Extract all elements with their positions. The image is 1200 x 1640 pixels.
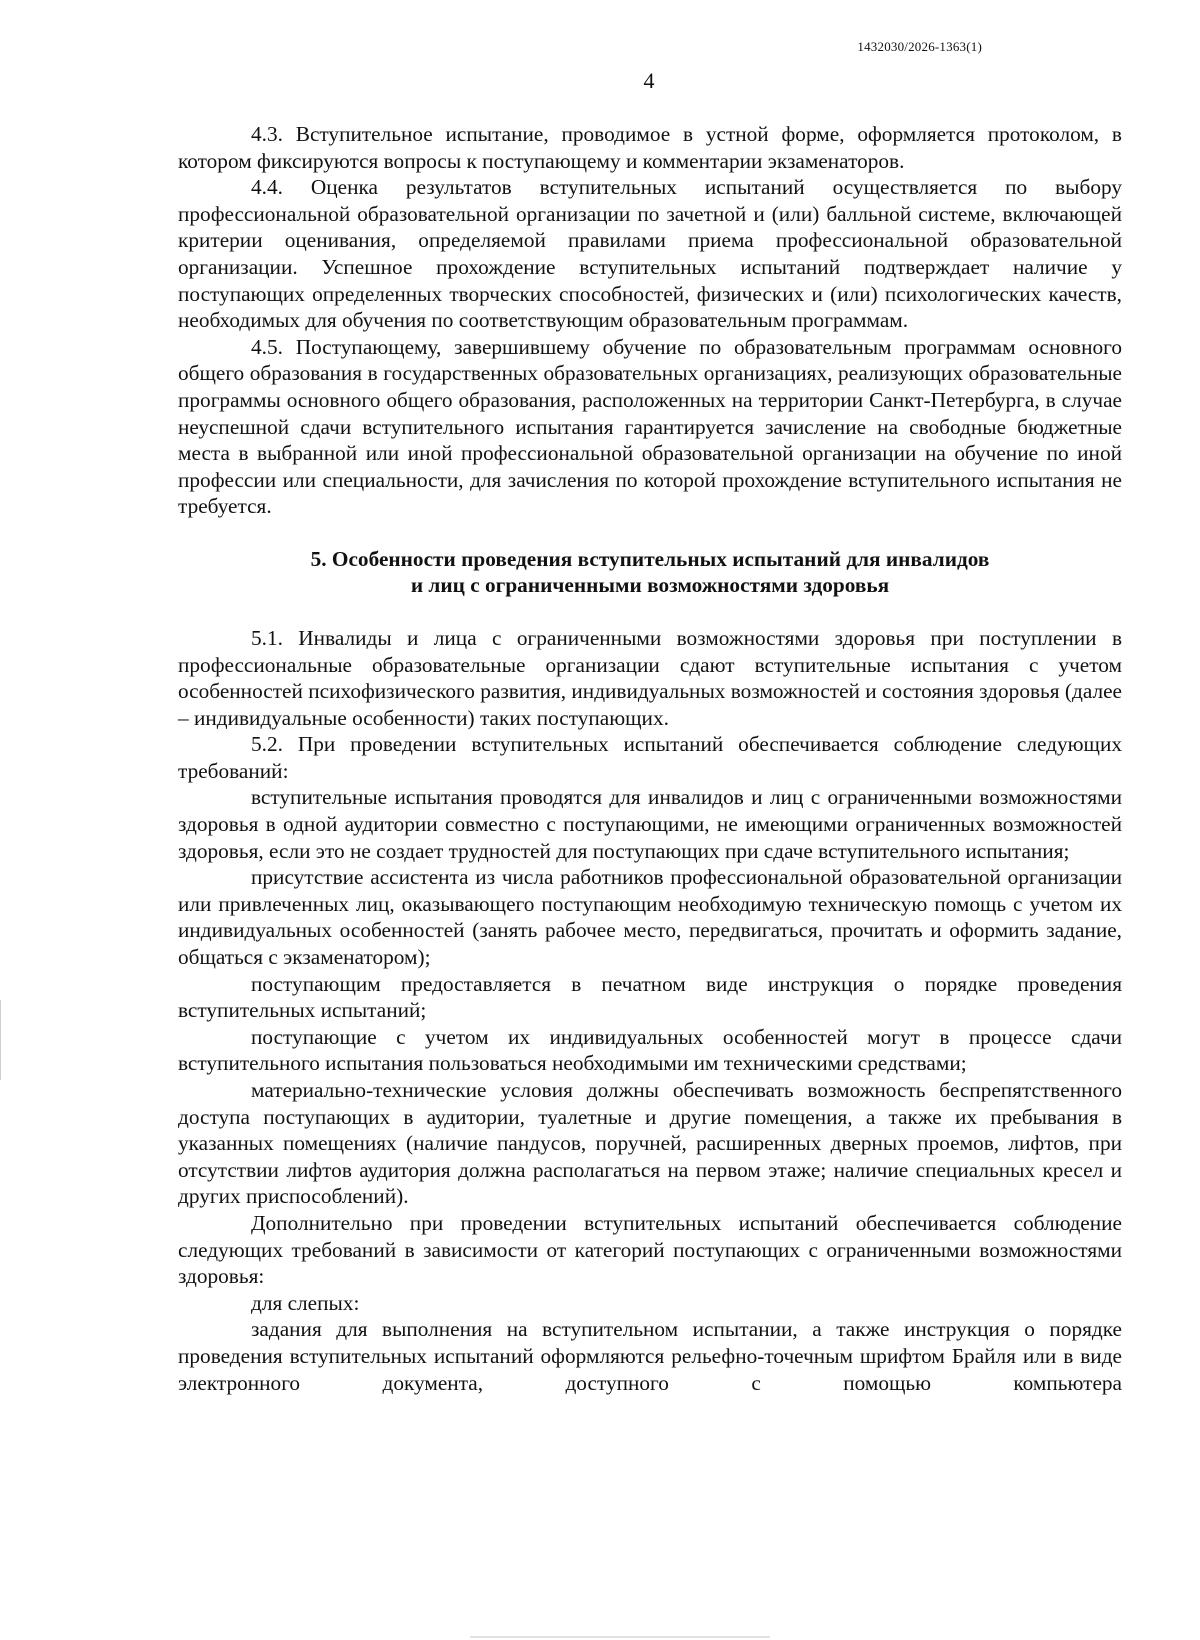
paragraph-5-2: 5.2. При проведении вступительных испытаний обеспечивается соблюдение следующих требований:	[178, 732, 1122, 783]
requirement-1: вступительные испытания проводятся для инвалидов и лиц с ограниченными возможностями здоровья в одной аудитории совместно с поступающими, не имеющими ограниченных возможностей здоровья, если это не создает трудностей для поступающих при сдаче вступительного испытания;	[178, 785, 1122, 863]
blind-category-label: для слепых:	[251, 1290, 360, 1315]
scan-margin-mark	[0, 1000, 1, 1080]
document-body	[178, 121, 1122, 1396]
page-number: 4	[643, 68, 655, 93]
section-5-heading-line-2: и лиц с ограниченными возможностями здоровья	[410, 572, 890, 597]
scan-footer-mark	[470, 1636, 770, 1638]
document-code: 1432030/2026-1363(1)	[857, 39, 982, 54]
requirement-5: материально-технические условия должны обеспечивать возможность беспрепятственного доступа поступающих в аудитории, туалетные и другие помещения, а также их пребывания в указанных помещениях (наличие пандусов, поручней, расширенных дверных проемов, лифтов, при отсутствии лифтов аудитория должна располагаться на первом этаже; наличие специальных кресел и других приспособлений).	[178, 1078, 1122, 1209]
blind-category-text: задания для выполнения на вступительном испытании, а также инструкция о порядке проведения вступительных испытаний оформляются рельефно-точечным шрифтом Брайля или в виде электронного документа, доступного с помощью компьютера	[178, 1317, 1122, 1395]
section-5-heading	[178, 546, 1122, 598]
section-5-heading-line-1: 5. Особенности проведения вступительных испытаний для инвалидов	[310, 546, 990, 571]
paragraph-4-3: 4.3. Вступительное испытание, проводимое в устной форме, оформляется протоколом, в котором фиксируются вопросы к поступающему и комментарии экзаменаторов.	[178, 122, 1122, 173]
paragraph-4-5: 4.5. Поступающему, завершившему обучение по образовательным программам основного общего образования в государственных образовательных организациях, реализующих образовательные программы основного общего образования, расположенных на территории Санкт-Петербурга, в случае неуспешной сдачи вступительного испытания гарантируется зачисление на свободные бюджетные места в выбранной или иной профессиональной образовательной организации на обучение по иной профессии или специальности, для зачисления по которой прохождение вступительного испытания не требуется.	[178, 334, 1122, 519]
paragraph-4-4: 4.4. Оценка результатов вступительных испытаний осуществляется по выбору профессиональной образовательной организации по зачетной и (или) балльной системе, включающей критерии оценивания, определяемой правилами приема профессиональной образовательной организации. Успешное прохождение вступительных испытаний подтверждает наличие у поступающих определенных творческих способностей, физических и (или) психологических качеств, необходимых для обучения по соответствующим образовательным программам.	[178, 175, 1122, 333]
requirement-2: присутствие ассистента из числа работников профессиональной образовательной организации или привлеченных лиц, оказывающего поступающим необходимую техническую помощь с учетом их индивидуальных особенностей (занять рабочее место, передвигаться, прочитать и оформить задание, общаться с экзаменатором);	[178, 865, 1122, 970]
additional-requirements: Дополнительно при проведении вступительных испытаний обеспечивается соблюдение следующих требований в зависимости от категорий поступающих с ограниченными возможностями здоровья:	[178, 1210, 1122, 1289]
requirement-4: поступающие с учетом их индивидуальных особенностей могут в процессе сдачи вступительного испытания пользоваться необходимыми им техническими средствами;	[178, 1024, 1122, 1076]
paragraph-5-1: 5.1. Инвалиды и лица с ограниченными возможностями здоровья при поступлении в профессиональные образовательные организации сдают вступительные испытания с учетом особенностей психофизического развития, индивидуальных возможностей и состояния здоровья (далее – индивидуальные особенности) таких поступающих.	[178, 625, 1122, 730]
requirement-3: поступающим предоставляется в печатном виде инструкция о порядке проведения вступительных испытаний;	[178, 971, 1122, 1023]
